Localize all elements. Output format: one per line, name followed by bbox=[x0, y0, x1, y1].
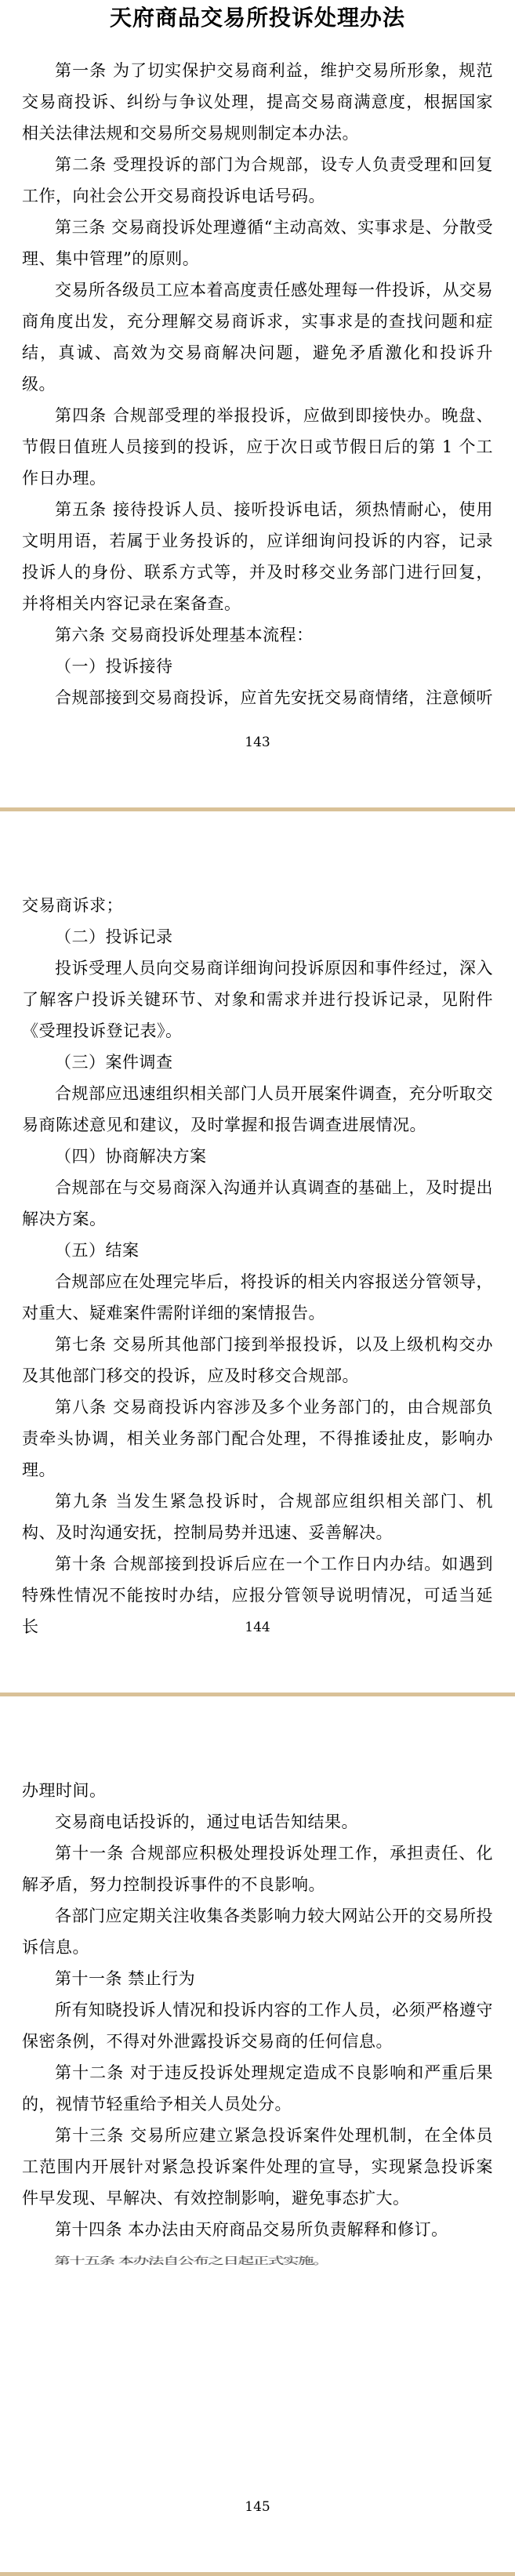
paragraph: 第二条 受理投诉的部门为合规部，设专人负责受理和回复工作，向社会公开交易商投诉电话号码。 bbox=[22, 155, 493, 205]
paragraph: 第九条 当发生紧急投诉时，合规部应组织相关部门、机构、及时沟通安抚，控制局势并迅速、妥善解决。 bbox=[22, 1492, 493, 1542]
paragraph: 合规部接到交易商投诉，应首先安抚交易商情绪，注意倾听 bbox=[55, 688, 493, 707]
paragraph: 第十一条 合规部应积极处理投诉处理工作，承担责任、化解矛盾，努力控制投诉事件的不良影响。 bbox=[22, 1844, 493, 1894]
paragraph: 第六条 交易商投诉处理基本流程： bbox=[55, 626, 314, 644]
paragraph: 第四条 合规部受理的举报投诉，应做到即接快办。晚盘、节假日值班人员接到的投诉，应于次日或节假日后的第 1 个工作日办理。 bbox=[22, 406, 493, 488]
paragraph: 第八条 交易商投诉内容涉及多个业务部门的，由合规部负责牵头协调，相关业务部门配合处理，不得推诿扯皮，影响办理。 bbox=[22, 1398, 493, 1479]
document-title: 天府商品交易所投诉处理办法 bbox=[109, 5, 405, 30]
paragraph: 合规部应迅速组织相关部门人员开展案件调查，充分听取交易商陈述意见和建议，及时掌握和报告调查进展情况。 bbox=[22, 1084, 493, 1134]
paragraph: 各部门应定期关注收集各类影响力较大网站公开的交易所投诉信息。 bbox=[22, 1907, 493, 1957]
page-144 bbox=[0, 811, 515, 1693]
paragraph: 第三条 交易商投诉处理遵循“主动高效、实事求是、分散受理、集中管理”的原则。 bbox=[22, 218, 493, 268]
page-number: 145 bbox=[245, 2499, 270, 2515]
page-number: 144 bbox=[245, 1620, 270, 1635]
page-143 bbox=[0, 0, 515, 807]
paragraph: 所有知晓投诉人情况和投诉内容的工作人员，必须严格遵守保密条例，不得对外泄露投诉交易商的任何信息。 bbox=[22, 2001, 493, 2051]
page-divider bbox=[0, 2572, 515, 2576]
paragraph: 第十条 合规部接到投诉后应在一个工作日内办结。如遇到特殊性情况不能按时办结，应报分管领导说明情况，可适当延长 bbox=[22, 1555, 493, 1636]
paragraph: 第十四条 本办法由天府商品交易所负责解释和修订。 bbox=[55, 2220, 448, 2239]
page-143-body bbox=[0, 55, 515, 713]
paragraph: （五）结案 bbox=[55, 1241, 140, 1260]
paragraph: （二）投诉记录 bbox=[55, 927, 173, 946]
paragraph: 第七条 交易所其他部门接到举报投诉，以及上级机构交办及其他部门移交的投诉，应及时移交合规部。 bbox=[22, 1335, 493, 1385]
page-number: 143 bbox=[245, 735, 270, 750]
paragraph: （四）协商解决方案 bbox=[55, 1147, 207, 1166]
paragraph: 第十三条 交易所应建立紧急投诉案件处理机制，在全体员工范围内开展针对紧急投诉案件处理的宣导，实现紧急投诉案件早发现、早解决、有效控制影响，避免事态扩大。 bbox=[22, 2126, 493, 2208]
paragraph-distorted: 第十五条 本办法自公布之日起正式实施。 bbox=[54, 2255, 328, 2267]
paragraph: 第十二条 对于违反投诉处理规定造成不良影响和严重后果的，视情节轻重给予相关人员处分。 bbox=[22, 2063, 493, 2113]
paragraph: 交易商诉求； bbox=[22, 896, 123, 915]
paragraph: （一）投诉接待 bbox=[55, 657, 173, 676]
paragraph: 第五条 接待投诉人员、接听投诉电话，须热情耐心，使用文明用语，若属于业务投诉的，应详细询问投诉的内容，记录投诉人的身份、联系方式等，并及时移交业务部门进行回复，并将相关内容记录在案备查。 bbox=[22, 500, 493, 613]
page-145-body bbox=[0, 1696, 515, 2277]
paragraph: 第十一条 禁止行为 bbox=[55, 1969, 196, 1988]
page-145 bbox=[0, 1696, 515, 2572]
paragraph: 交易所各级员工应本着高度责任感处理每一件投诉，从交易商角度出发，充分理解交易商诉求，实事求是的查找问题和症结，真诚、高效为交易商解决问题，避免矛盾激化和投诉升级。 bbox=[22, 281, 493, 394]
paragraph: 投诉受理人员向交易商详细询问投诉原因和事件经过，深入了解客户投诉关键环节、对象和需求并进行投诉记录，见附件《受理投诉登记表》。 bbox=[22, 959, 493, 1040]
paragraph: （三）案件调查 bbox=[55, 1053, 173, 1072]
paragraph: 合规部在与交易商深入沟通并认真调查的基础上，及时提出解决方案。 bbox=[22, 1178, 493, 1228]
paragraph: 第一条 为了切实保护交易商利益，维护交易所形象，规范交易商投诉、纠纷与争议处理，提高交易商满意度，根据国家相关法律法规和交易所交易规则制定本办法。 bbox=[22, 61, 493, 143]
paragraph: 合规部应在处理完毕后，将投诉的相关内容报送分管领导，对重大、疑难案件需附详细的案情报告。 bbox=[22, 1272, 493, 1322]
paragraph: 交易商电话投诉的，通过电话告知结果。 bbox=[55, 1812, 358, 1831]
paragraph: 办理时间。 bbox=[22, 1781, 107, 1800]
page-144-body bbox=[0, 811, 515, 1642]
